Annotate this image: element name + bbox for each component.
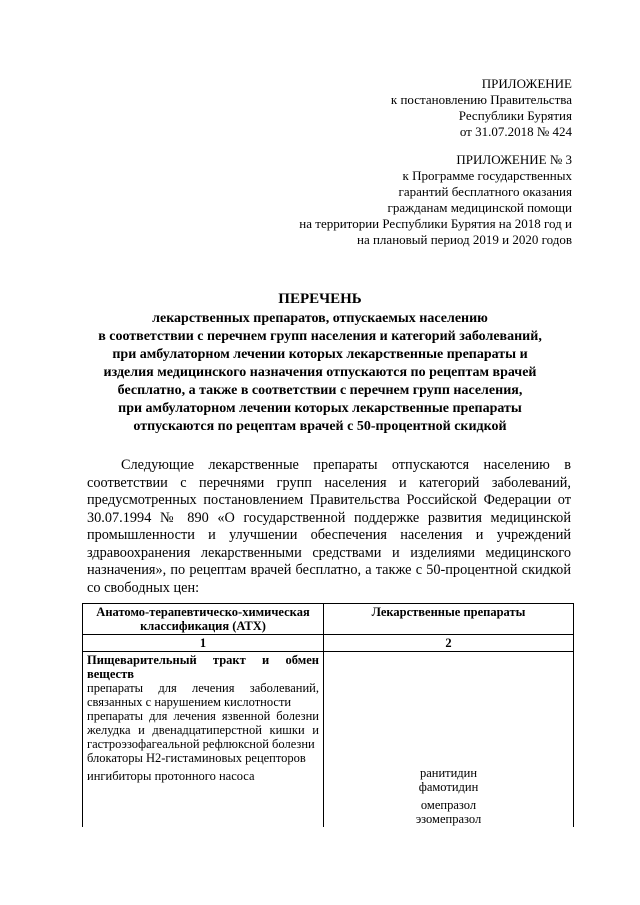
appendix-line: гарантий бесплатного оказания (398, 184, 572, 199)
title-line: лекарственных препаратов, отпускаемых населению (152, 311, 488, 326)
appendix-header (391, 76, 572, 140)
atx-item: блокаторы H2-гистаминовых рецепторов (87, 751, 306, 765)
title-heading: ПЕРЕЧЕНЬ (278, 291, 362, 307)
column-number-row (83, 635, 574, 652)
column-number: 1 (83, 635, 324, 652)
header-atx: Анатомо-терапевтическо-химическая классификация (АТХ) (83, 604, 324, 635)
appendix-3-header (299, 152, 572, 248)
appendix-label: ПРИЛОЖЕНИЕ № 3 (456, 152, 572, 167)
table-header-row (83, 604, 574, 635)
appendix-label: ПРИЛОЖЕНИЕ (481, 76, 572, 91)
document-title (80, 290, 560, 436)
table-row (83, 652, 574, 828)
header-drugs: Лекарственные препараты (324, 604, 574, 635)
appendix-line: к постановлению Правительства (390, 92, 572, 107)
appendix-line: гражданам медицинской помощи (387, 200, 572, 215)
atx-group: Пищеварительный тракт и обмен веществ (87, 653, 319, 681)
appendix-line: к Программе государственных (402, 168, 572, 183)
atx-item: ингибиторы протонного насоса (87, 769, 255, 783)
drugs-cell (324, 652, 574, 828)
title-line: при амбулаторном лечении которых лекарственные препараты (118, 401, 522, 416)
column-number: 2 (324, 635, 574, 652)
drug-list-table (82, 603, 574, 827)
atx-item: препараты для лечения заболеваний, связанных с нарушением кислотности (87, 681, 319, 709)
atx-cell (83, 652, 324, 828)
appendix-line: Республики Бурятия (458, 108, 572, 123)
title-line: при амбулаторном лечении которых лекарственные препараты и (112, 347, 528, 362)
intro-text: Следующие лекарственные препараты отпускаются населению в соответствии с перечнями групп населения и категорий заболеваний, предусмотренных постановлением Правительства Российской Федерации от 30.07.1994 № 890 «О государственной поддержке развития медицинской промышленности и улучшении обеспечения населения и учреждений здравоохранения лекарственными средствами и изделиями медицинского назначения», по рецептам врачей бесплатно, а также с 50-процентной скидкой со свободных цен: (87, 457, 571, 596)
intro-paragraph (87, 457, 571, 597)
drug-list: ранитидин фамотидин (418, 766, 479, 794)
title-line: отпускаются по рецептам врачей с 50-процентной скидкой (133, 419, 507, 434)
drug-list: омепразол эзомепразол (415, 798, 482, 826)
appendix-line: на территории Республики Бурятия на 2018 год и (299, 216, 572, 231)
atx-item: препараты для лечения язвенной болезни желудка и двенадцатиперстной кишки и гастроэзофагеальной рефлюксной болезни (87, 709, 319, 751)
title-line: бесплатно, а также в соответствии с перечнем групп населения, (117, 383, 523, 398)
appendix-line: на плановый период 2019 и 2020 годов (357, 232, 572, 247)
title-line: в соответствии с перечнем групп населения и категорий заболеваний, (98, 329, 542, 344)
appendix-date: от 31.07.2018 № 424 (459, 124, 572, 139)
title-line: изделия медицинского назначения отпускаются по рецептам врачей (103, 365, 537, 380)
